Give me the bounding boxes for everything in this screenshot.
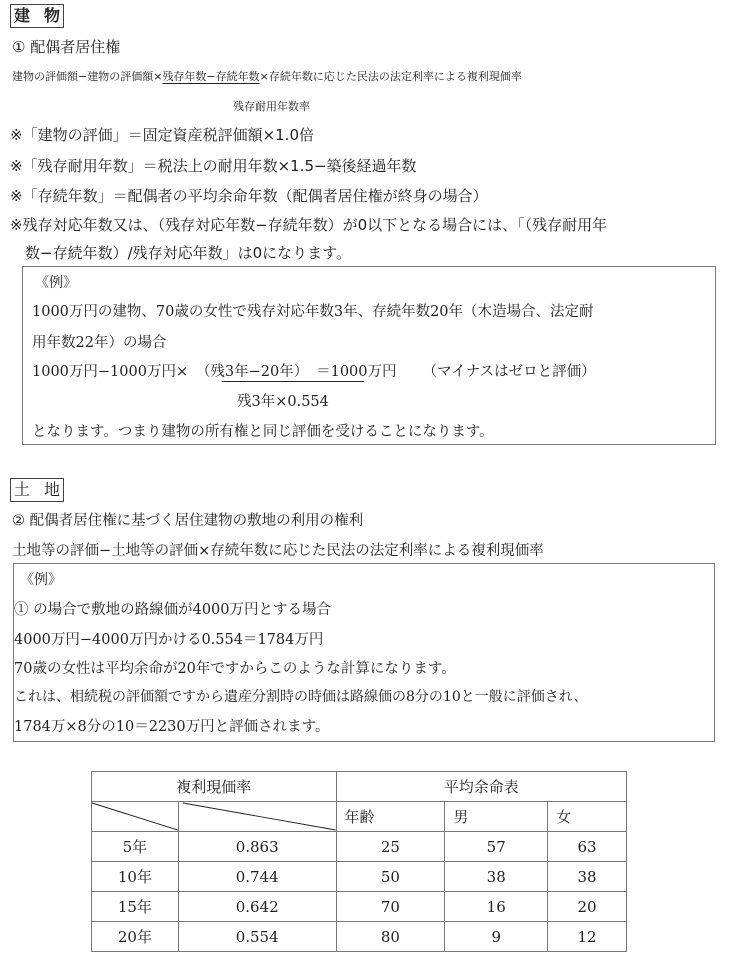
building-heading <box>10 4 64 28</box>
example-calc <box>32 360 596 381</box>
diagonal-cell <box>92 802 179 832</box>
rates-table <box>91 771 627 952</box>
subheader-age: 年齢 <box>336 802 445 832</box>
diagonal-line-icon <box>92 802 178 831</box>
calc-prefix: 1000万円−1000万円× <box>32 364 189 380</box>
table-row <box>92 832 627 862</box>
header-present-value: 複利現価率 <box>92 772 337 802</box>
item1-title: ① 配偶者居住権 <box>12 38 121 56</box>
table-row <box>92 922 627 952</box>
land-example-line-5: 1784万×8分の10＝2230万円と評価されます。 <box>14 719 330 735</box>
land-heading <box>10 478 64 502</box>
building-formula <box>12 68 522 84</box>
cell-female: 20 <box>548 892 627 922</box>
table-header-row <box>92 772 627 802</box>
cell-male: 38 <box>445 862 548 892</box>
cell-age: 25 <box>336 832 445 862</box>
cell-male: 16 <box>445 892 548 922</box>
formula-denominator: 残存耐用年数率 <box>233 100 310 113</box>
cell-female: 12 <box>548 922 627 952</box>
example-label: 《例》 <box>35 275 77 291</box>
cell-years: 5年 <box>92 832 179 862</box>
header-life-table: 平均余命表 <box>336 772 626 802</box>
heading-char: 建 <box>14 6 45 25</box>
calc-denominator: 残3年×0.554 <box>237 394 329 410</box>
cell-years: 15年 <box>92 892 179 922</box>
heading-char: 土 <box>14 480 45 499</box>
table-subheader-row <box>92 802 627 832</box>
calc-numerator: （残3年−20年） <box>195 364 309 380</box>
diagonal-line-icon <box>179 802 336 831</box>
cell-male: 57 <box>445 832 548 862</box>
note-2: ※「残存耐用年数」＝税法上の耐用年数×1.5−築後経過年数 <box>10 157 417 175</box>
calc-result: ＝1000万円 <box>316 364 397 380</box>
cell-age: 50 <box>336 862 445 892</box>
diagonal-cell <box>178 802 336 832</box>
building-example-box <box>22 266 716 445</box>
cell-female: 38 <box>548 862 627 892</box>
calc-note: （マイナスはゼロと評価） <box>422 364 596 380</box>
heading-char: 物 <box>44 6 61 25</box>
example-line-1: 1000万円の建物、70歳の女性で残存対応年数3年、存続年数20年（木造場合、法定耐 <box>32 304 594 320</box>
land-example-line-2: 4000万円−4000万円かける0.554＝1784万円 <box>14 632 324 648</box>
cell-rate: 0.863 <box>178 832 336 862</box>
note-5: 数−存続年数）/残存対応年数」は0になります。 <box>10 244 351 262</box>
example-line-2: 用年数22年）の場合 <box>32 335 167 351</box>
cell-age: 80 <box>336 922 445 952</box>
cell-male: 9 <box>445 922 548 952</box>
note-4: ※残存対応年数又は、（残存対応年数−存続年数）が0以下となる場合には、「（残存耐用年 <box>10 216 608 234</box>
item2-title: ② 配偶者居住権に基づく居住建物の敷地の利用の権利 <box>12 513 364 529</box>
land-example-label: 《例》 <box>20 572 62 588</box>
fraction-bar <box>222 381 364 382</box>
cell-rate: 0.554 <box>178 922 336 952</box>
note-3: ※「存続年数」＝配偶者の平均余命年数（配偶者居住権が終身の場合） <box>10 187 488 205</box>
cell-rate: 0.744 <box>178 862 336 892</box>
cell-years: 10年 <box>92 862 179 892</box>
land-example-line-4: これは、相続税の評価額ですから遺産分割時の時価は路線価の8分の10と一般に評価され、 <box>14 689 588 705</box>
example-conclusion: となります。つまり建物の所有権と同じ評価を受けることになります。 <box>32 424 494 440</box>
formula-numerator: 残存年数−存続年数 <box>162 70 260 83</box>
cell-age: 70 <box>336 892 445 922</box>
table-row <box>92 862 627 892</box>
formula-suffix: ×存続年数に応じた民法の法定利率による複利現価率 <box>259 70 522 83</box>
subheader-male: 男 <box>445 802 548 832</box>
heading-char: 地 <box>44 480 61 499</box>
land-example-line-3: 70歳の女性は平均余命が20年ですからこのような計算になります。 <box>14 661 456 677</box>
land-example-line-1: ① の場合で敷地の路線価が4000万円とする場合 <box>14 602 332 618</box>
cell-rate: 0.642 <box>178 892 336 922</box>
subheader-female: 女 <box>548 802 627 832</box>
land-formula: 土地等の評価−土地等の評価×存続年数に応じた民法の法定利率による複利現価率 <box>12 543 544 559</box>
cell-years: 20年 <box>92 922 179 952</box>
formula-prefix: 建物の評価額−建物の評価額× <box>12 70 163 83</box>
cell-female: 63 <box>548 832 627 862</box>
table-row <box>92 892 627 922</box>
note-1: ※「建物の評価」＝固定資産税評価額×1.0倍 <box>10 126 314 144</box>
